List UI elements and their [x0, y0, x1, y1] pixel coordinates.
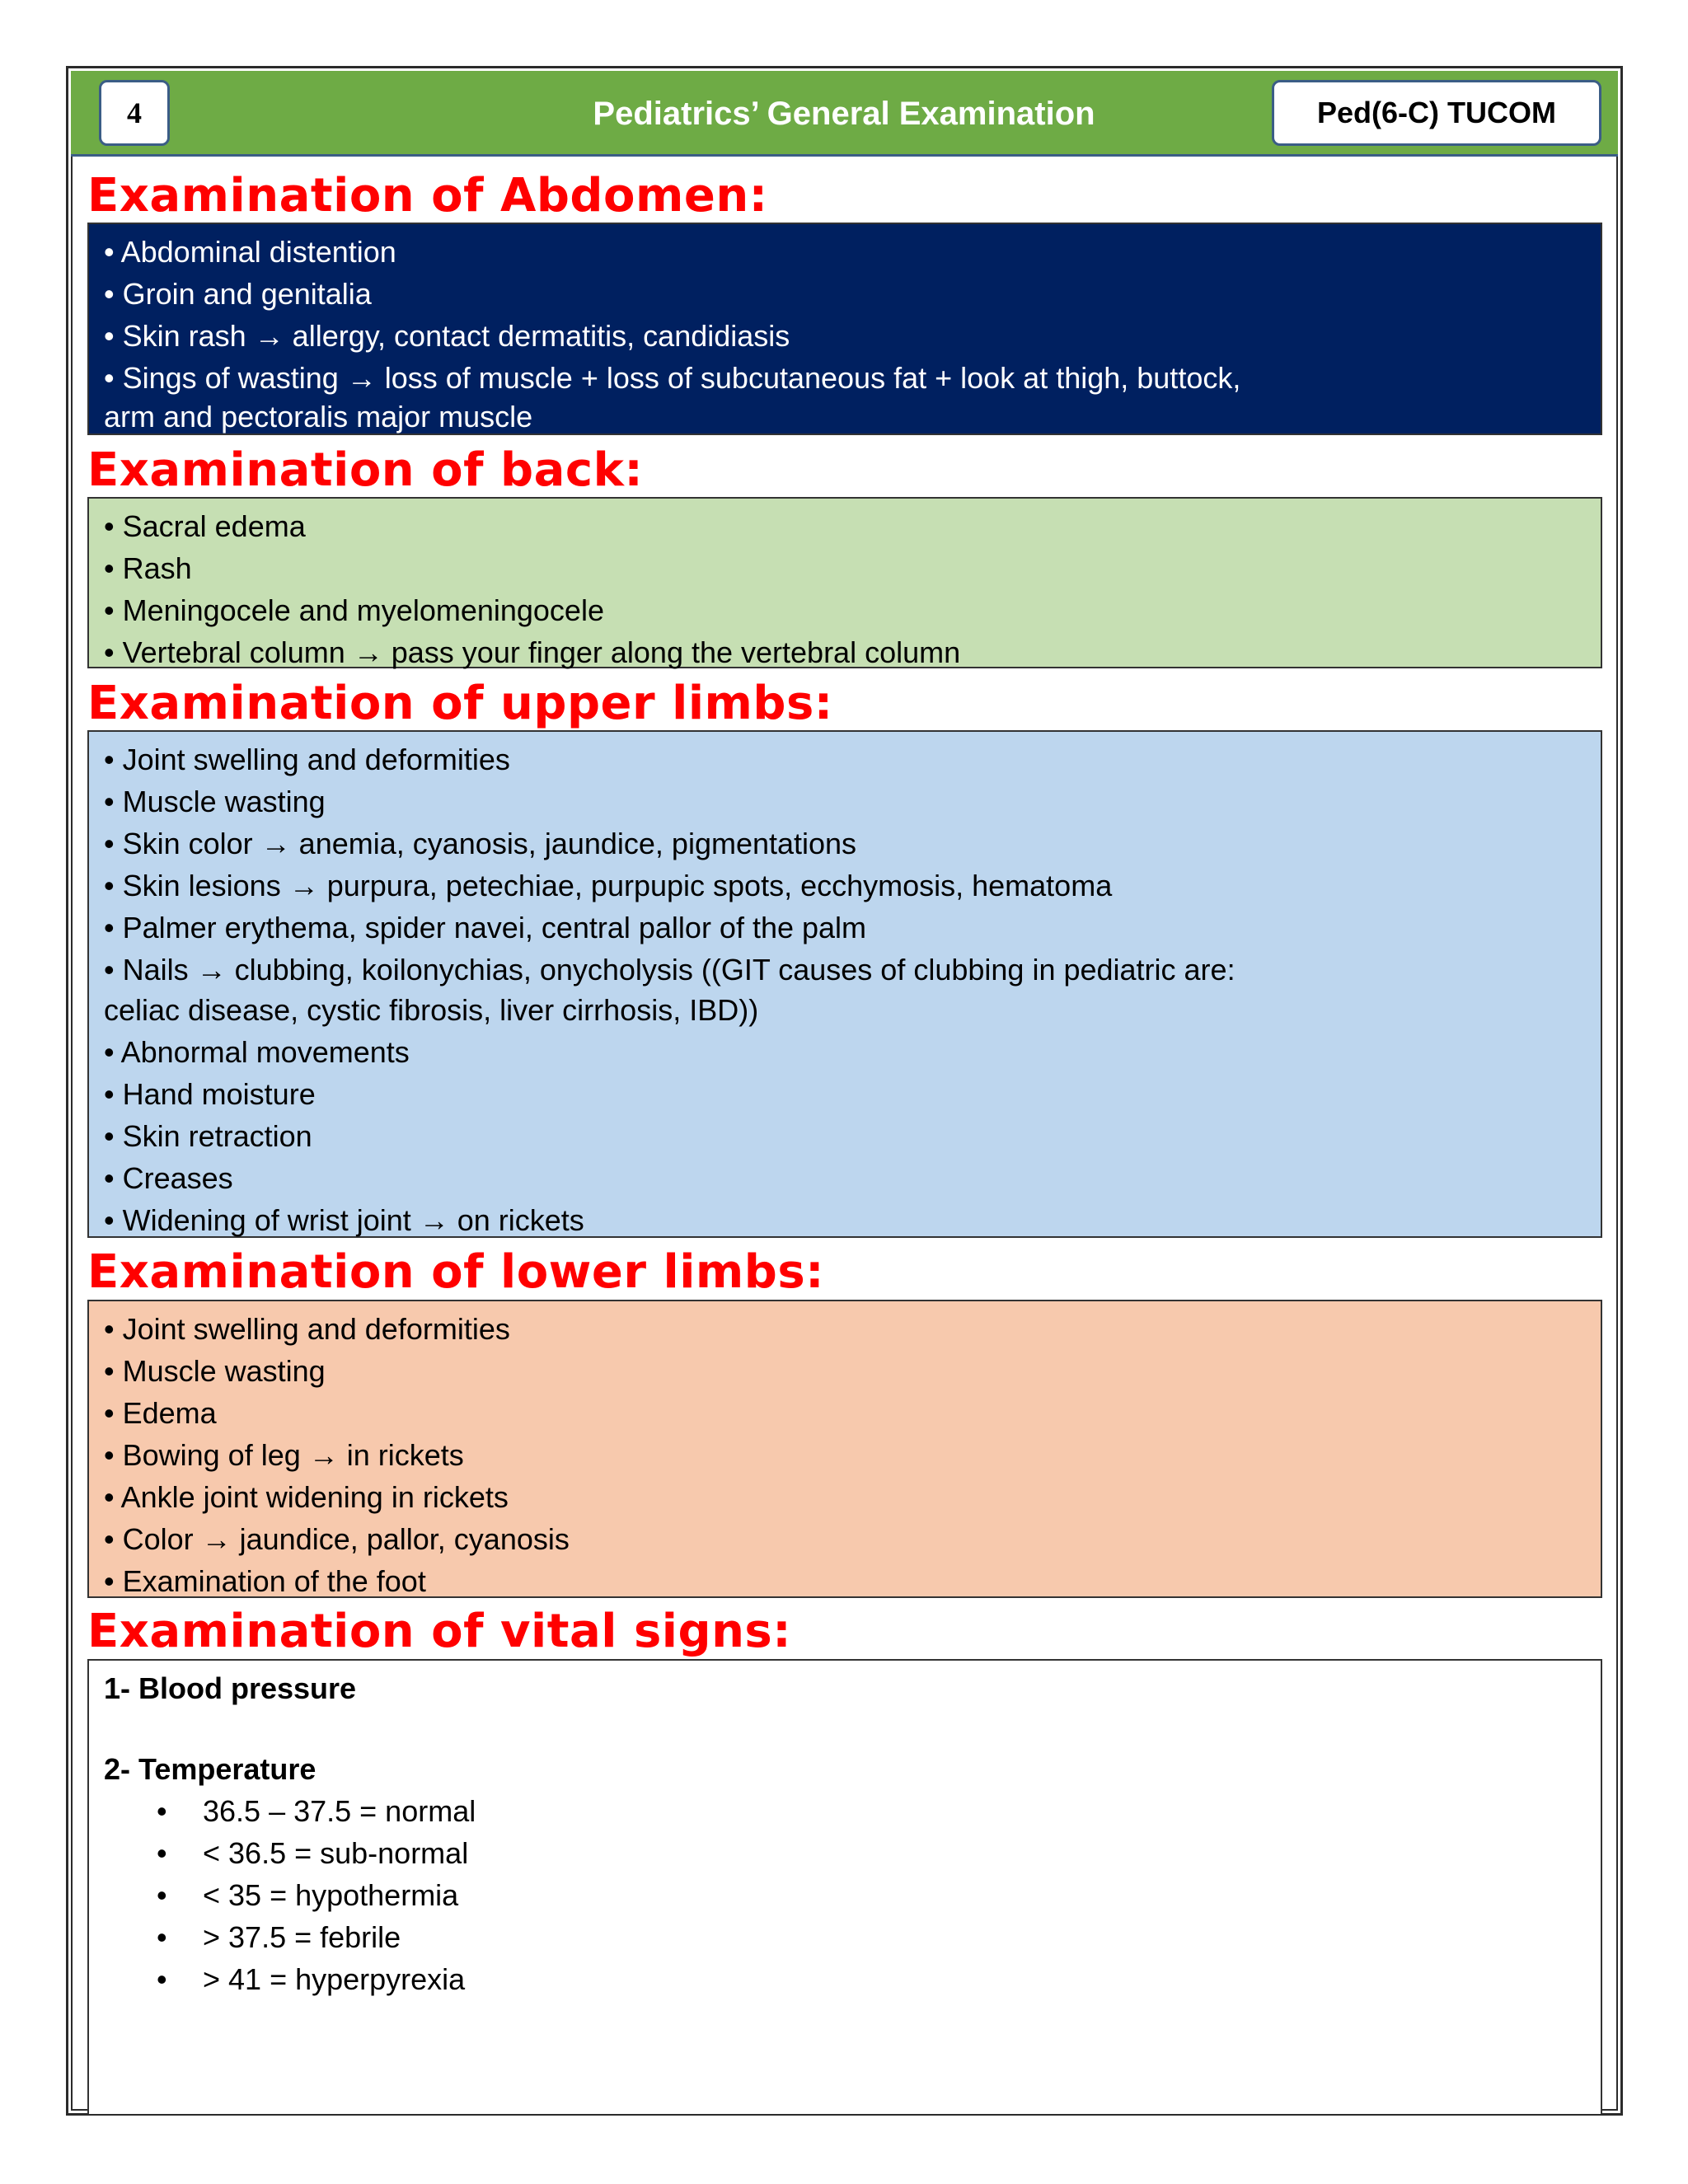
section-title-vital-signs: Examination of vital signs:: [87, 1605, 792, 1658]
back-box: [87, 497, 1602, 668]
temperature-range-item: [104, 1916, 1586, 1958]
section-title-abdomen: Examination of Abdomen:: [87, 169, 768, 223]
vital-item-blood-pressure: 1- Blood pressure: [104, 1671, 357, 1705]
bullet: •: [157, 1920, 167, 1954]
list-item: • Meningocele and myelomeningocele: [104, 593, 604, 627]
abdomen-box: [87, 223, 1602, 435]
list-item: • Color → jaundice, pallor, cyanosis: [104, 1522, 570, 1556]
vital-signs-box: [87, 1659, 1602, 2114]
temperature-range-text: < 36.5 = sub-normal: [203, 1836, 469, 1870]
bullet: •: [157, 1836, 167, 1870]
list-item: • Joint swelling and deformities: [104, 743, 510, 776]
list-item: • Sacral edema: [104, 509, 306, 543]
list-item: • Joint swelling and deformities: [104, 1312, 510, 1346]
list-item: • Sings of wasting → loss of muscle + loss of subcutaneous fat + look at thigh, buttock,: [104, 361, 1241, 395]
section-title-upper-limbs: Examination of upper limbs:: [87, 677, 833, 730]
list-item: • Bowing of leg → in rickets: [104, 1438, 464, 1472]
temperature-range-item: [104, 1958, 1586, 2000]
course-badge: Ped(6-C) TUCOM: [1272, 80, 1601, 146]
list-item: • Skin retraction: [104, 1119, 312, 1153]
vital-item-temperature: 2- Temperature: [104, 1752, 316, 1786]
list-item: arm and pectoralis major muscle: [104, 400, 533, 434]
list-item: celiac disease, cystic fibrosis, liver cirrhosis, IBD)): [104, 993, 759, 1027]
page-title: Pediatrics’ General Examination: [593, 95, 1095, 132]
list-item: • Muscle wasting: [104, 1354, 326, 1388]
section-title-lower-limbs: Examination of lower limbs:: [87, 1245, 825, 1299]
list-item: • Abdominal distention: [104, 235, 396, 269]
page-number: 4: [99, 80, 170, 146]
temperature-range-item: [104, 1790, 1586, 1832]
list-item: • Skin rash → allergy, contact dermatitis, candidiasis: [104, 319, 790, 353]
list-item: • Abnormal movements: [104, 1035, 410, 1069]
temperature-range-item: [104, 1874, 1586, 1916]
temperature-range-text: < 35 = hypothermia: [203, 1878, 459, 1912]
list-item: • Creases: [104, 1161, 233, 1195]
section-title-back: Examination of back:: [87, 443, 644, 497]
list-item: • Examination of the foot: [104, 1564, 426, 1598]
lower-limbs-box: [87, 1300, 1602, 1598]
bullet: •: [157, 1878, 167, 1912]
list-item: • Muscle wasting: [104, 785, 326, 818]
list-item: • Widening of wrist joint → on rickets: [104, 1203, 584, 1237]
temperature-range-text: > 41 = hyperpyrexia: [203, 1962, 466, 1996]
bullet: •: [157, 1794, 167, 1828]
list-item: • Nails → clubbing, koilonychias, onycholysis ((GIT causes of clubbing in pediatric are:: [104, 953, 1236, 987]
temperature-range-item: [104, 1832, 1586, 1874]
list-item: • Edema: [104, 1396, 217, 1430]
list-item: • Palmer erythema, spider navei, central pallor of the palm: [104, 911, 867, 944]
list-item: • Vertebral column → pass your finger along the vertebral column: [104, 635, 961, 669]
upper-limbs-box: [87, 730, 1602, 1238]
list-item: • Rash: [104, 551, 192, 585]
list-item: • Skin lesions → purpura, petechiae, purpupic spots, ecchymosis, hematoma: [104, 869, 1113, 902]
temperature-range-text: > 37.5 = febrile: [203, 1920, 401, 1954]
list-item: • Skin color → anemia, cyanosis, jaundice, pigmentations: [104, 827, 857, 860]
list-item: • Groin and genitalia: [104, 277, 372, 311]
list-item: • Ankle joint widening in rickets: [104, 1480, 509, 1514]
temperature-range-text: 36.5 – 37.5 = normal: [203, 1794, 476, 1828]
bullet: •: [157, 1962, 167, 1996]
list-item: • Hand moisture: [104, 1077, 316, 1111]
